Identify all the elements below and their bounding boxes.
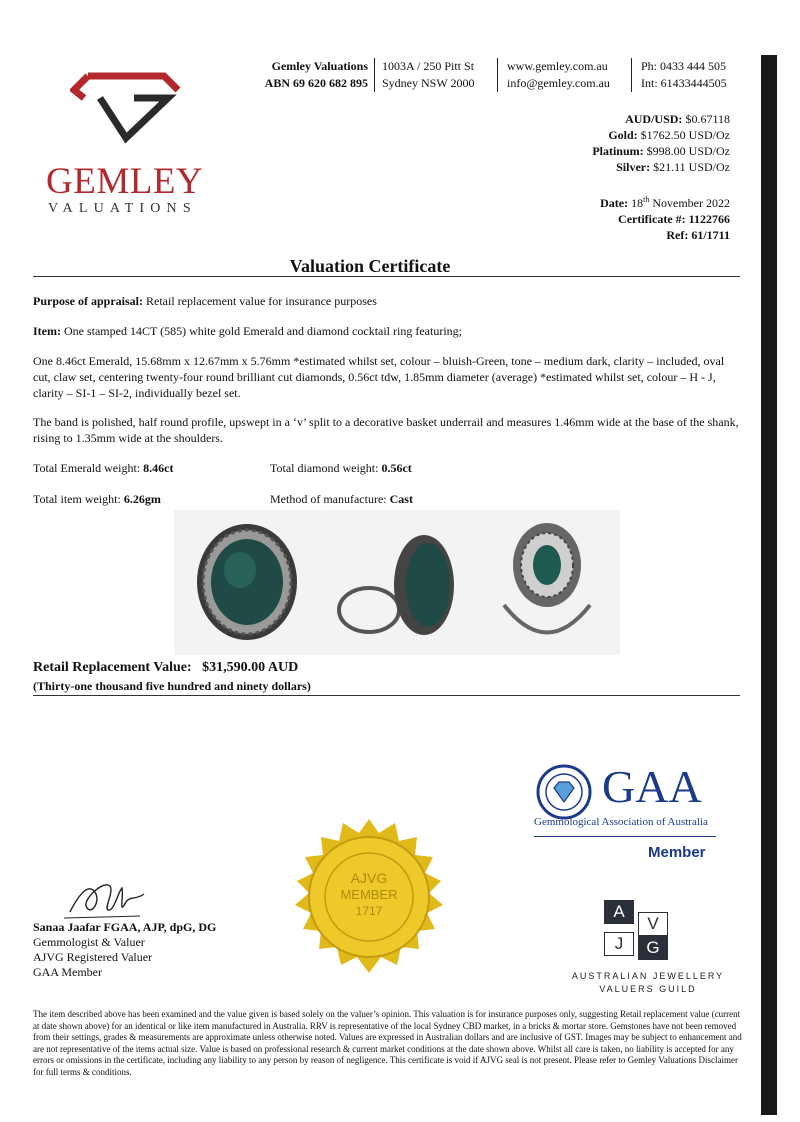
date-day: 18 — [631, 196, 644, 210]
signatory-title-1: Gemmologist & Valuer — [33, 935, 145, 949]
manufacture-method — [270, 491, 520, 507]
certificate-meta — [520, 192, 730, 243]
rrv-label: Retail Replacement Value: — [33, 660, 192, 675]
gaa-rule — [534, 836, 716, 837]
ajvg-seal-icon — [285, 815, 453, 983]
date-label: Date: — [600, 196, 629, 210]
gaa-member-label: Member — [648, 844, 706, 861]
ring-side-view-image — [324, 510, 470, 655]
email-link: info@gemley.com.au — [507, 76, 610, 90]
emerald-weight-value: 8.46ct — [143, 461, 174, 475]
purpose-label: Purpose of appraisal: — [33, 294, 144, 308]
address-line-2: Sydney NSW 2000 — [382, 76, 475, 90]
ring-top-view-image — [174, 510, 320, 655]
gold-label: Gold: — [608, 128, 638, 142]
aud-value: $0.67118 — [685, 112, 730, 126]
divider — [374, 58, 375, 92]
diamond-weight-value: 0.56ct — [381, 461, 412, 475]
signature-image — [60, 872, 150, 924]
company-name: Gemley Valuations — [271, 59, 368, 73]
intl-number: Int: 61433444505 — [641, 76, 727, 90]
website-link: www.gemley.com.au — [507, 59, 608, 73]
ajvg-letter-v: V — [638, 912, 668, 936]
emerald-weight-label: Total Emerald weight: — [33, 461, 141, 475]
ajvg-name-line-1: AUSTRALIAN JEWELLERY — [571, 971, 725, 981]
item-value: One stamped 14CT (585) white gold Emerald and diamond cocktail ring featuring; — [63, 324, 462, 338]
phone-number: Ph: 0433 444 505 — [641, 59, 727, 73]
description-paragraph: One 8.46ct Emerald, 15.68mm x 12.67mm x 5.76mm *estimated whilst set, colour – bluish-Green, tone – medium dark, clarity – included, oval cut, claw set, centering twenty-four round brilliant cut diamonds, 0.56ct tdw, 1.85mm diameter (average) *estimated whilst set, colour – H - J, clarity – SI-1 – SI-2, individually bezel set. — [33, 354, 725, 400]
signatory-name: Sanaa Jaafar FGAA, AJP, dpG, DG — [33, 920, 217, 934]
gaa-abbr: GAA — [602, 761, 702, 812]
silver-value: $21.11 USD/Oz — [653, 160, 730, 174]
item-weight-label: Total item weight: — [33, 492, 121, 506]
header-web — [507, 58, 622, 92]
ring-photos — [174, 510, 620, 655]
silver-label: Silver: — [616, 160, 651, 174]
title-rule — [33, 276, 740, 277]
gaa-seal-icon — [532, 764, 600, 820]
aud-label: AUD/USD: — [625, 112, 683, 126]
ajvg-letter-a: A — [604, 900, 634, 924]
brand-name: GEMLEY — [46, 161, 204, 202]
diamond-weight — [270, 460, 520, 476]
emerald-weight — [33, 460, 253, 476]
manufacture-value: Cast — [389, 492, 413, 506]
divider — [497, 58, 498, 92]
platinum-value: $998.00 USD/Oz — [646, 144, 730, 158]
header-phone — [641, 58, 741, 92]
item-weight — [33, 491, 253, 507]
header-address — [382, 58, 494, 92]
manufacture-label: Method of manufacture: — [270, 492, 387, 506]
cert-label: Certificate #: — [618, 212, 686, 226]
gemley-logo-icon — [70, 68, 182, 144]
page-title: Valuation Certificate — [289, 256, 451, 276]
item-label: Item: — [33, 324, 61, 338]
address-line-1: 1003A / 250 Pitt St — [382, 59, 475, 73]
seal-line-3: 1717 — [355, 904, 383, 918]
date-suffix: th — [643, 195, 650, 204]
rrv-value: $31,590.00 AUD — [202, 660, 299, 675]
signatory-title-3: GAA Member — [33, 965, 102, 979]
rates-block — [520, 111, 730, 175]
band-paragraph: The band is polished, half round profile, upswept in a ‘v’ split to a decorative basket underrail and measures 1.46mm wide at the base of the shank, rising to 1.35mm wide at the shoulders. — [33, 415, 739, 445]
purpose-line — [33, 293, 740, 309]
signatory-block — [33, 920, 216, 980]
rrv-line — [33, 660, 298, 676]
platinum-label: Platinum: — [592, 144, 644, 158]
header-company — [248, 58, 368, 92]
gold-value: $1762.50 USD/Oz — [640, 128, 730, 142]
signatory-title-2: AJVG Registered Valuer — [33, 950, 153, 964]
ajvg-full-name — [548, 970, 748, 996]
item-line — [33, 323, 740, 339]
item-weight-value: 6.26gm — [123, 492, 161, 506]
seal-line-2: MEMBER — [340, 887, 398, 902]
disclaimer-text: The item described above has been examined and the value given is based solely on the valuer’s opinion. This valuation is for insurance purposes only, suggesting Retail replacement value (current at date shown above) for an identical or like item manufactured in Australia. RRV is representative of the local Sydney CBD market, in a bricks & mortar store. Gemstones have not been removed from their settings, grades & measurements are approximate unless otherwise noted. Values are expressed in Australian dollars and are inclusive of GST. Images may be subject to enhancement and are not representative of the items actual size. Value is based on professional research & current market conditions at the date shown above. Whilst all care is taken, no liability is accepted for any errors or omissions in the certificate, including any liability to any person by reason of negligence. This certificate is void if AJVG seal is not present. Please refer to Gemley Valuations Disclaimer for full terms & conditions. — [33, 1009, 742, 1077]
divider — [631, 58, 632, 92]
ajvg-letter-g: G — [638, 936, 668, 960]
seal-line-1: AJVG — [350, 870, 388, 886]
valuation-rule — [33, 695, 740, 696]
ajvg-letter-j: J — [604, 932, 634, 956]
ref-label: Ref: — [666, 228, 689, 242]
gaa-full-name: Gemmological Association of Australia — [534, 816, 708, 828]
diamond-weight-label: Total diamond weight: — [270, 461, 379, 475]
ref-value: 61/1711 — [691, 228, 730, 242]
rrv-words: (Thirty-one thousand five hundred and ninety dollars) — [33, 679, 311, 693]
cert-value: 1122766 — [688, 212, 730, 226]
side-bar — [761, 55, 777, 1115]
date-rest: November 2022 — [652, 196, 730, 210]
purpose-value: Retail replacement value for insurance purposes — [146, 294, 377, 308]
ajvg-name-line-2: VALUERS GUILD — [599, 984, 697, 994]
company-abn: ABN 69 620 682 895 — [264, 76, 368, 90]
brand-subtitle: VALUATIONS — [48, 201, 197, 216]
ring-back-view-image — [474, 510, 620, 655]
